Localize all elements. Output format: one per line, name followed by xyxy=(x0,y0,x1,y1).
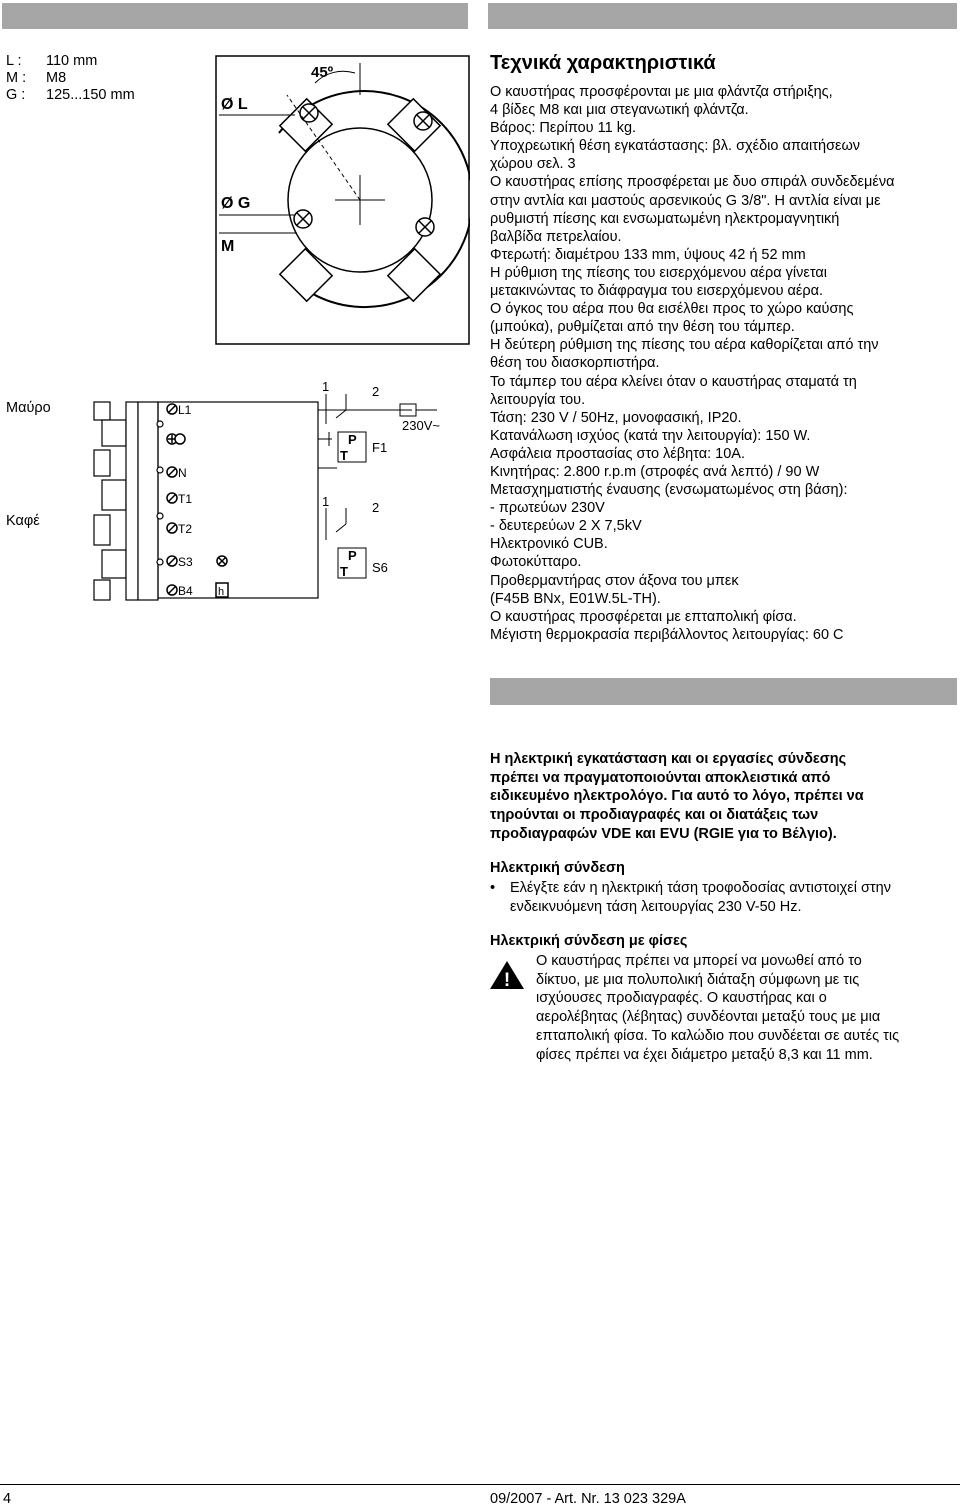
terminal-n: N xyxy=(178,466,187,480)
voltage-label: 230V~ xyxy=(402,418,440,433)
angle-label: 45º xyxy=(311,64,334,81)
dimension-row: L : 110 mm xyxy=(6,53,98,69)
plug-connection-title: Ηλεκτρική σύνδεση με φίσες xyxy=(490,933,688,949)
terminal-s3: S3 xyxy=(178,555,193,569)
terminal-t2: T2 xyxy=(178,522,193,536)
tech-title: Τεχνικά χαρακτηριστικά xyxy=(490,52,716,74)
electrical-connection-text: • Ελέγξτε εάν η ηλεκτρική τάση τροφοδοσίας αντιστοιχεί στην ενδεικνυόμενη τάση λειτουργίας 230 V-50 Hz. xyxy=(490,880,891,915)
wire-label-black: Μαύρο xyxy=(6,400,51,416)
s6-label: S6 xyxy=(372,560,388,575)
header-bar-left xyxy=(2,3,468,29)
m-label: M xyxy=(221,238,235,255)
pressure-switch-p-2: P xyxy=(348,548,357,563)
wire-label-brown: Καφέ xyxy=(6,513,40,529)
pressure-switch-p: P xyxy=(348,432,357,447)
page-number: 4 xyxy=(3,1491,12,1507)
warning-symbol: ! xyxy=(503,970,511,990)
electrician-warning: Η ηλεκτρική εγκατάσταση και οι εργασίες σύνδεσης πρέπει να πραγματοποιούνται αποκλειστικά από ειδικευμένο ηλεκτρολόγο. Για αυτό το λόγο, πρέπει να τηρούνται οι προδιαγραφές και οι διατάξεις των προδιαγραφών VDE και EVU (RGIE για το Βέλγιο). xyxy=(490,751,864,842)
footer-ref: 09/2007 - Art. Nr. 13 023 329A xyxy=(490,1491,686,1507)
dimensions-list xyxy=(6,53,135,104)
hour-counter-label: h xyxy=(218,586,225,598)
contact-1-label-2: 1 xyxy=(322,494,330,509)
contact-1-label: 1 xyxy=(322,380,330,394)
footer-rule xyxy=(0,1484,960,1485)
dimension-row: M : M8 xyxy=(6,70,67,86)
terminal-t1: T1 xyxy=(178,492,193,506)
plug-connection-text: Ο καυστήρας πρέπει να μπορεί να μονωθεί από το δίκτυο, με μια πολυπολική διάταξη σύμφωνη με τις ισχύουσες προδιαγραφές. Ο καυστήρας και ο αερολέβητας (λέβητας) συνδέονται μεταξύ τους με μια επταπολική φίσα. Το καλώδιο που συνδέεται σε αυτές τις φίσες πρέπει να έχει διάμετρο μεταξύ 8,3 και 11 mm. xyxy=(536,953,900,1063)
terminal-l1: L1 xyxy=(178,403,192,417)
terminal-b4: B4 xyxy=(178,584,193,598)
contact-2-label-2: 2 xyxy=(372,500,380,515)
diameter-g-label: Ø G xyxy=(221,195,251,212)
warning-triangle-icon xyxy=(489,960,525,990)
bullet-icon: • xyxy=(490,880,496,896)
section-bar xyxy=(490,678,957,705)
pressure-switch-t: T xyxy=(340,448,348,463)
diameter-l-label: Ø L xyxy=(221,96,248,113)
pressure-switch-t-2: T xyxy=(340,564,348,579)
electrical-connection-title: Ηλεκτρική σύνδεση xyxy=(490,860,625,876)
wiring-diagram xyxy=(92,380,472,610)
contact-2-label: 2 xyxy=(372,384,380,399)
fuse-label: F1 xyxy=(372,440,388,455)
dimension-row: G : 125...150 mm xyxy=(6,87,135,103)
flange-diagram xyxy=(215,55,470,345)
header-bar-right xyxy=(488,3,957,29)
tech-specs: Ο καυστήρας προσφέρονται με μια φλάντζα στήριξης, 4 βίδες Μ8 και μια στεγανωτική φλάντζα. Βάρος: Περίπου 11 kg. Υποχρεωτική θέση εγκατάστασης: βλ. σχέδιο απαιτήσεων χώρου σελ. 3 Ο καυστήρας επίσης προσφέρεται με δυο σπιράλ συνδεδεμένα στην αντλία και μαστούς αρσενικούς G 3/8". Η αντλία είναι με ρυθμιστή πίεσης και ενσωματωμένη ηλεκτρομαγνητική βαλβίδα πετρελαίου. Φτερωτή: διαμέτρου 133 mm, ύψους 42 ή 52 mm Η ρύθμιση της πίεσης του εισερχόμενου αέρα γίνεται μετακινώντας το διάφραγμα του εισερχόμενου αέρα. Ο όγκος του αέρα που θα εισέλθει προς το χώρο καύσης (μπούκα), ρυθμίζεται από την θέση του τάμπερ. Η δεύτερη ρύθμιση της πίεσης του αέρα καθορίζεται από την θέση του διασκορπιστήρα. Το τάμπερ του αέρα κλείνει όταν ο καυστήρας σταματά τη λειτουργία του. Τάση: 230 V / 50Hz, μονοφασική, IP20. Κατανάλωση ισχύος (κατά την λειτουργία): 150 W. Ασφάλεια προστασίας στο λέβητα: 10A. Κινητήρας: 2.800 r.p.m (στροφές ανά λεπτό) / 90 W Μετασχηματιστής έναυσης (ενσωματωμένος στη βάση): - πρωτεύων 230V - δευτερεύων 2 X 7,5kV Ηλεκτρονικό CUB. Φωτοκύτταρο. Προθερμαντήρας στον άξονα του μπεκ (F45B BNx, E01W.5L-TH). Ο καυστήρας προσφέρεται με επταπολική φίσα. Μέγιστη θερμοκρασία περιβάλλοντος λειτουργίας: 60 C xyxy=(490,84,895,643)
